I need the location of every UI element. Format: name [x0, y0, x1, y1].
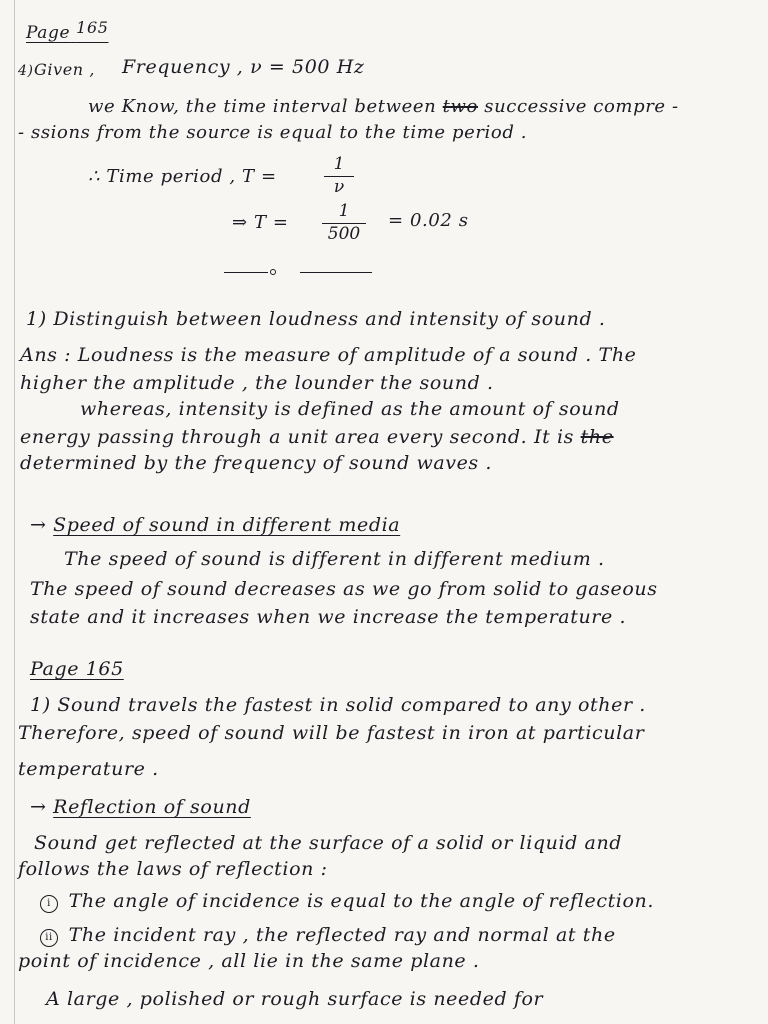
- page-label: [26, 20, 109, 42]
- struck-word: the: [580, 426, 614, 448]
- circled-numeral-icon: i: [40, 895, 58, 913]
- answer-line-4: [20, 428, 614, 447]
- answer-line-1: 1) Sound travels the fastest in solid compared to any other .: [30, 694, 646, 716]
- notes-line-5: point of incidence , all lie in the same plane .: [18, 950, 480, 972]
- fraction-numerator: 1: [338, 201, 350, 221]
- answer-line-5: determined by the frequency of sound waves .: [20, 452, 493, 474]
- law-item-2-text: The incident ray , the reflected ray and normal at the: [68, 924, 616, 946]
- notebook-margin-line: [14, 0, 15, 1024]
- question-text: 1) Distinguish between loudness and intensity of sound .: [26, 308, 606, 330]
- arrow-icon: →: [30, 514, 47, 536]
- answer-line-1: [88, 98, 679, 116]
- notes-line-1: Sound get reflected at the surface of a solid or liquid and: [34, 832, 623, 854]
- answer-line-2: higher the amplitude , the lounder the sound .: [20, 372, 494, 394]
- fraction-denominator: 500: [327, 224, 361, 245]
- page-heading: Page 165: [30, 658, 124, 680]
- answer-line-1-end: successive compre -: [484, 96, 679, 117]
- separator-right: [300, 272, 372, 273]
- fraction-denominator: ν: [333, 177, 345, 198]
- implies-label: ⇒ T =: [232, 212, 289, 233]
- fraction-numerator: 1: [333, 154, 345, 174]
- answer-line-3: whereas, intensity is defined as the amount of sound: [80, 398, 620, 420]
- answer-line-1: Ans : Loudness is the measure of amplitude of a sound . The: [20, 344, 637, 366]
- fraction-one-over-nu: [324, 155, 354, 198]
- separator-dot: [270, 269, 276, 275]
- section-heading-text: Reflection of sound: [53, 796, 251, 818]
- time-period-label: ∴ Time period , T =: [88, 166, 277, 187]
- answer-line-2: - ssions from the source is equal to the time period .: [18, 122, 528, 143]
- answer-line-4-text: energy passing through a unit area every second. It is: [20, 426, 574, 448]
- answer-line-2: Therefore, speed of sound will be fastest in iron at particular: [18, 722, 645, 744]
- notes-line-1: The speed of sound is different in different medium .: [64, 548, 605, 570]
- given-frequency: Frequency , ν = 500 Hz: [122, 56, 365, 78]
- struck-word: two: [442, 96, 478, 117]
- time-period-result: = 0.02 s: [388, 210, 469, 231]
- law-item-1: [40, 892, 654, 913]
- question-number: 4): [18, 63, 34, 79]
- fraction-one-over-500: [322, 202, 366, 245]
- separator-left: [224, 272, 268, 273]
- notes-line-2: follows the laws of reflection :: [18, 858, 328, 880]
- answer-line-1-start: we Know, the time interval between: [88, 96, 437, 117]
- law-item-1-text: The angle of incidence is equal to the angle of reflection.: [68, 890, 655, 912]
- section-heading-text: Speed of sound in different media: [53, 514, 401, 536]
- notes-line-2: The speed of sound decreases as we go from solid to gaseous: [30, 578, 658, 600]
- answer-line-3: temperature .: [18, 758, 159, 780]
- section-heading: [30, 516, 400, 535]
- law-item-2: [40, 926, 616, 947]
- notes-line-6: A large , polished or rough surface is needed for: [46, 988, 544, 1010]
- page-number: 165: [76, 18, 109, 37]
- given-label: Given ,: [34, 60, 96, 79]
- arrow-icon: →: [30, 796, 47, 818]
- circled-numeral-icon: ii: [40, 929, 58, 947]
- notes-line-3: state and it increases when we increase the temperature .: [30, 606, 627, 628]
- section-heading: [30, 798, 251, 817]
- page-label-word: Page: [26, 23, 71, 43]
